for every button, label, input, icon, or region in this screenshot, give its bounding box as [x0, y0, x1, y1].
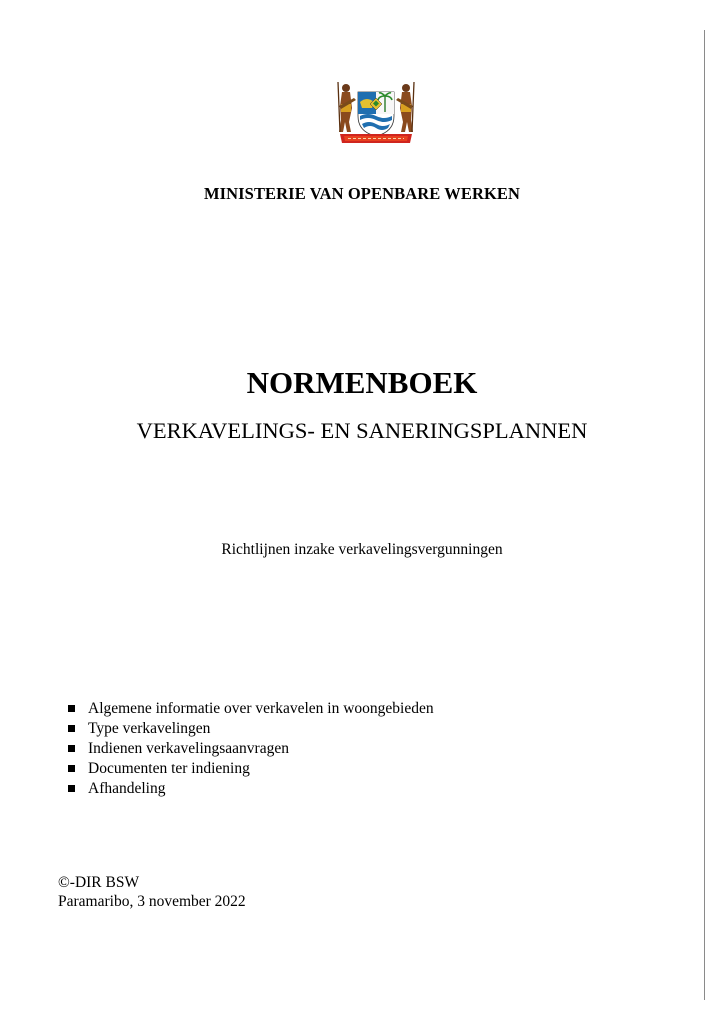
square-bullet-icon — [68, 765, 75, 772]
square-bullet-icon — [68, 725, 75, 732]
square-bullet-icon — [68, 785, 75, 792]
topic-list — [66, 699, 434, 799]
document-description: Richtlijnen inzake verkavelingsvergunningen — [221, 541, 503, 558]
topic-label: Afhandeling — [88, 780, 166, 797]
square-bullet-icon — [68, 745, 75, 752]
copyright-notice: ©-DIR BSW — [58, 874, 140, 891]
coat-of-arms-icon — [334, 78, 418, 146]
topic-item — [66, 719, 434, 739]
topic-label: Type verkavelingen — [88, 720, 211, 737]
document-subtitle: VERKAVELINGS- EN SANERINGSPLANNEN — [136, 418, 588, 443]
page-edge-line — [704, 30, 705, 1000]
topic-label: Indienen verkavelingsaanvragen — [88, 740, 289, 757]
topic-label: Algemene informatie over verkavelen in woongebieden — [88, 700, 434, 717]
document-title: NORMENBOEK — [246, 365, 478, 400]
topic-item — [66, 699, 434, 719]
topic-label: Documenten ter indiening — [88, 760, 250, 777]
place-date: Paramaribo, 3 november 2022 — [58, 893, 246, 910]
topic-item — [66, 759, 434, 779]
ministry-name: MINISTERIE VAN OPENBARE WERKEN — [203, 184, 521, 203]
topic-item — [66, 779, 434, 799]
topic-item — [66, 739, 434, 759]
footer — [58, 873, 246, 911]
square-bullet-icon — [68, 705, 75, 712]
